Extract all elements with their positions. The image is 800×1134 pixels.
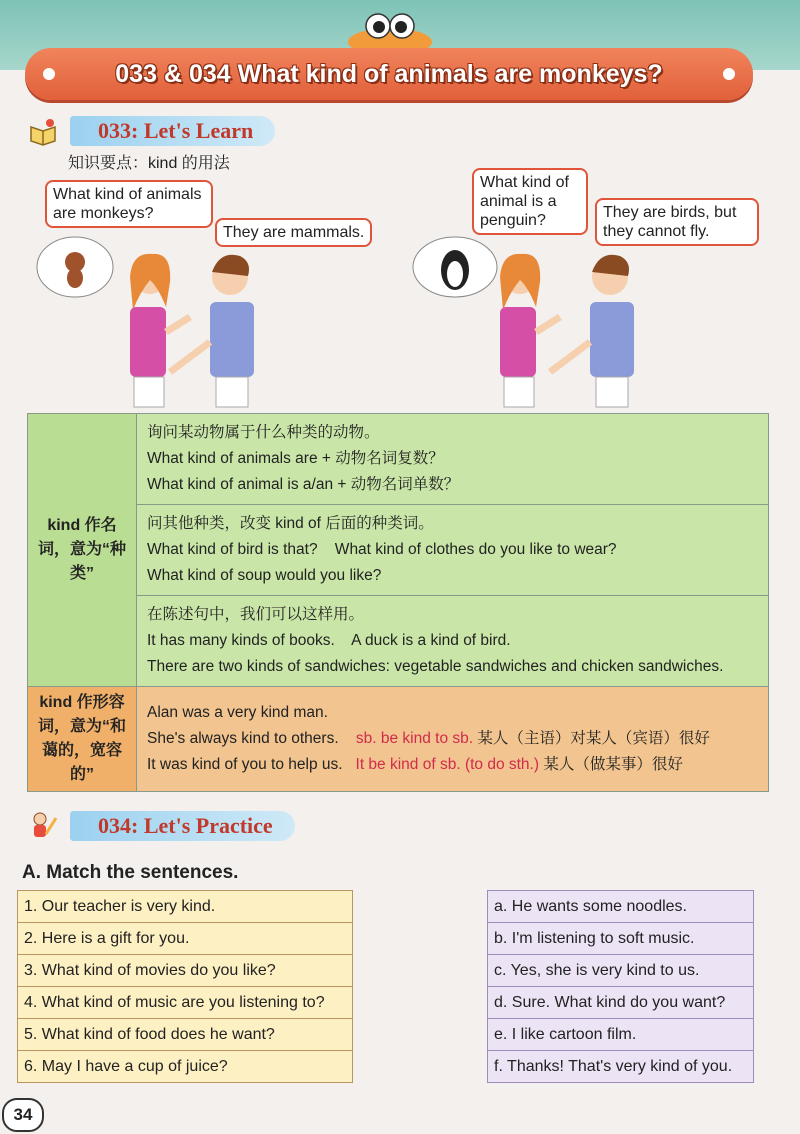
list-item: c. Yes, she is very kind to us. xyxy=(488,955,754,987)
grammar-line: There are two kinds of sandwiches: vegetable sandwiches and chicken sandwiches. xyxy=(147,658,724,675)
book-icon xyxy=(28,117,58,147)
list-item: d. Sure. What kind do you want? xyxy=(488,987,754,1019)
highlight-pattern: sb. be kind to sb. xyxy=(355,730,474,747)
match-left-column xyxy=(17,890,353,1083)
exercise-title: A. Match the sentences. xyxy=(22,862,239,883)
section-tag-practice: 034: Let's Practice xyxy=(70,811,295,841)
highlight-pattern: It be kind of sb. (to do sth.) xyxy=(355,756,540,773)
banner-dot-icon xyxy=(43,68,55,80)
adjective-usage-cell xyxy=(137,687,769,792)
grammar-line: Alan was a very kind man. xyxy=(147,704,328,721)
banner-dot-icon xyxy=(723,68,735,80)
noun-usage-cell xyxy=(137,414,769,505)
list-item: 2. Here is a gift for you. xyxy=(18,923,353,955)
list-item: 1. Our teacher is very kind. xyxy=(18,891,353,923)
section-tag-learn: 033: Let's Learn xyxy=(70,116,275,146)
noun-usage-header: kind 作名词，意为“种类” xyxy=(28,414,137,687)
list-item: b. I'm listening to soft music. xyxy=(488,923,754,955)
noun-usage-cell xyxy=(137,505,769,596)
grammar-line: It was kind of you to help us. It be kind of sb. (to do sth.) 某人（做某事）很好 xyxy=(147,756,683,773)
grammar-table xyxy=(27,413,769,792)
page-number: 34 xyxy=(2,1098,44,1132)
speech-bubble-question-left: What kind of animals are monkeys? xyxy=(45,180,213,228)
bird-mascot-icon xyxy=(345,6,435,52)
list-item: e. I like cartoon film. xyxy=(488,1019,754,1051)
page-title: 033 & 034 What kind of animals are monkeys? xyxy=(115,59,663,88)
match-right-column xyxy=(487,890,754,1083)
grammar-line: What kind of animals are + 动物名词复数？ xyxy=(147,450,444,467)
list-item: f. Thanks! That's very kind of you. xyxy=(488,1051,754,1083)
speech-bubble-answer-right: They are birds, but they cannot fly. xyxy=(595,198,759,246)
penguin-scene-illustration xyxy=(405,232,765,408)
key-point: 知识要点：kind 的用法 xyxy=(68,155,230,172)
speech-bubble-answer-left: They are mammals. xyxy=(215,218,372,247)
list-item: 4. What kind of music are you listening to? xyxy=(18,987,353,1019)
grammar-line: What kind of animal is a/an + 动物名词单数？ xyxy=(147,476,460,493)
pencil-kid-icon xyxy=(28,810,58,840)
grammar-line: It has many kinds of books. A duck is a kind of bird. xyxy=(147,632,511,649)
adjective-usage-header: kind 作形容词，意为“和蔼的，宽容的” xyxy=(28,687,137,792)
monkey-scene-illustration xyxy=(30,232,390,408)
list-item: 6. May I have a cup of juice? xyxy=(18,1051,353,1083)
noun-usage-cell xyxy=(137,596,769,687)
title-banner xyxy=(25,48,753,100)
list-item: 5. What kind of food does he want? xyxy=(18,1019,353,1051)
list-item: a. He wants some noodles. xyxy=(488,891,754,923)
grammar-line: 在陈述句中，我们可以这样用。 xyxy=(147,606,365,623)
grammar-line: 问其他种类，改变 kind of 后面的种类词。 xyxy=(147,515,434,532)
grammar-line: What kind of bird is that? What kind of clothes do you like to wear? xyxy=(147,541,617,558)
grammar-line: She's always kind to others. sb. be kind to sb. 某人（主语）对某人（宾语）很好 xyxy=(147,730,710,747)
speech-bubble-question-right: What kind of animal is a penguin? xyxy=(472,168,588,235)
grammar-line: 询问某动物属于什么种类的动物。 xyxy=(147,424,380,441)
list-item: 3. What kind of movies do you like? xyxy=(18,955,353,987)
grammar-line: What kind of soup would you like? xyxy=(147,567,382,584)
